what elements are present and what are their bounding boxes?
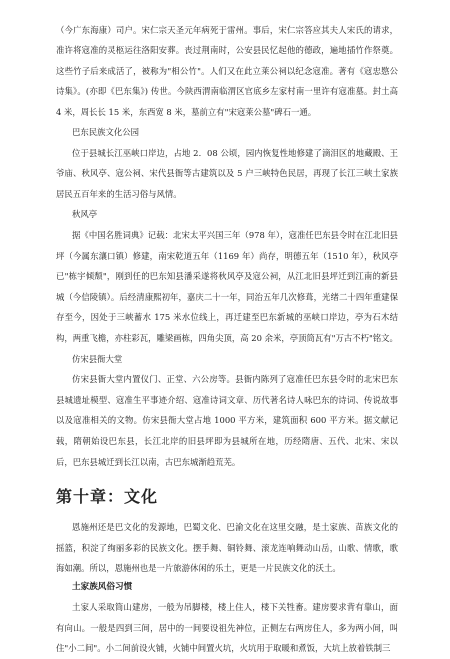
section-heading-tujia-customs: 土家族风俗习惯 bbox=[72, 581, 133, 592]
page-content bbox=[56, 20, 398, 659]
chapter-intro-paragraph: 恩施州还是巴文化的发源地，巴蜀文化、巴渝文化在这里交融，是土家族、苗族文化的摇篮，积淀了绚丽多彩的民族文化。摆手舞、铜铃舞、滚龙连响舞动山岳，山歌、情歌，歌海如潮。所以，恩施州也是一片旅游休闲的乐土，更是一片民族文化的沃土。 bbox=[56, 522, 398, 574]
body-paragraph: 仿宋县衙大堂内置仪门、正堂、六公房等。县衙内陈列了寇准任巴东县令时的北宋巴东县城遗址模型、寇准生平事迹介绍、寇准诗词文章、历代著名诗人咏巴东的诗词、传说故事以及寇准相关的文物。仿宋县衙大堂占地 1000 平方米，建筑面积 600 平方米。据文献记载，隋朝始设巴东县，长江北岸的旧县坪即为县城所在地，历经隋唐、五代、北宋、宋以后，巴东县城迁到长江以南，古巴东城渐趋荒芜。 bbox=[56, 374, 398, 467]
body-paragraph: （今广东海康）司户。宋仁宗天圣元年病死于雷州。事后，宋仁宗答应其夫人宋氏的请求，准许将寇准的灵柩运往洛阳安葬。丧过荆南时，公安县民忆起他的德政，遍地插竹作祭奠。这些竹子后来成活了，被称为"相公竹"。人们又在此立莱公祠以纪念寇准。著有《寇忠愍公诗集》。(亦即《巴东集》) 传世。今陕西渭南临渭区官底乡左家村南一里许有寇准墓。封土高 4 米，周长长 15 米，东西宽 8 米，墓前立有"宋寇莱公墓"碑石一通。 bbox=[56, 25, 398, 117]
section-heading-autumn-wind-pavilion: 秋风亭 bbox=[72, 209, 98, 220]
top-paragraph-block bbox=[56, 20, 398, 122]
section-heading-song-county-hall: 仿宋县衙大堂 bbox=[72, 353, 123, 364]
chapter-title: 第十章：文化 bbox=[56, 487, 159, 507]
body-paragraph: 据《中国名胜词典》记载：北宋太平兴国三年（978 年），寇准任巴东县令时在江北旧县坪（今属东瀼口镇）修建，南宋乾道五年（1169 年）尚存，明德五年（1510 年），秋风亭已"栋宇倾颓"，刚到任的巴东知县潘采遂将秋风亭及寇公祠，从江北旧县坪迁到江南的新县城（今信陵镇）。后经清康熙初年，嘉庆二十一年，同治五年几次修葺，光绪二十四年重建保存至今，因处于三峡蓄水 175 米水位线上，再迁建至巴东新城的巫峡口岸边，亭为石木结构，两重飞檐，亦柱彩瓦，雕梁画栋，四角尖顶，高 20 余米，亭顶筒瓦有"万古不朽"铭文。 bbox=[56, 230, 398, 343]
section-heading-folk-culture-park: 巴东民族文化公园 bbox=[72, 127, 139, 138]
body-paragraph: 土家人采取筒山建房，一般为吊脚楼，楼上住人，楼下关牲畜。建房要求背有靠山，面有向山。一般是四到三间，居中的一间要设祖先神位，正侧左右两房住人，多为两小间，叫住"小二间"。小二间前设火铺，火铺中间置火坑，火坑用于取暖和煮饭，大坑上放着铁制三 bbox=[56, 601, 398, 654]
body-paragraph: 位于县城长江巫峡口岸边，占地 2．08 公顷，园内恢复性地修建了滴泪区的地藏殿、王爷庙、秋风亭、寇公祠、宋代县衙等古建筑以及 5 户三峡特色民居，再现了长江三峡土家族居民五百年来的生活习俗与风情。 bbox=[56, 147, 398, 199]
